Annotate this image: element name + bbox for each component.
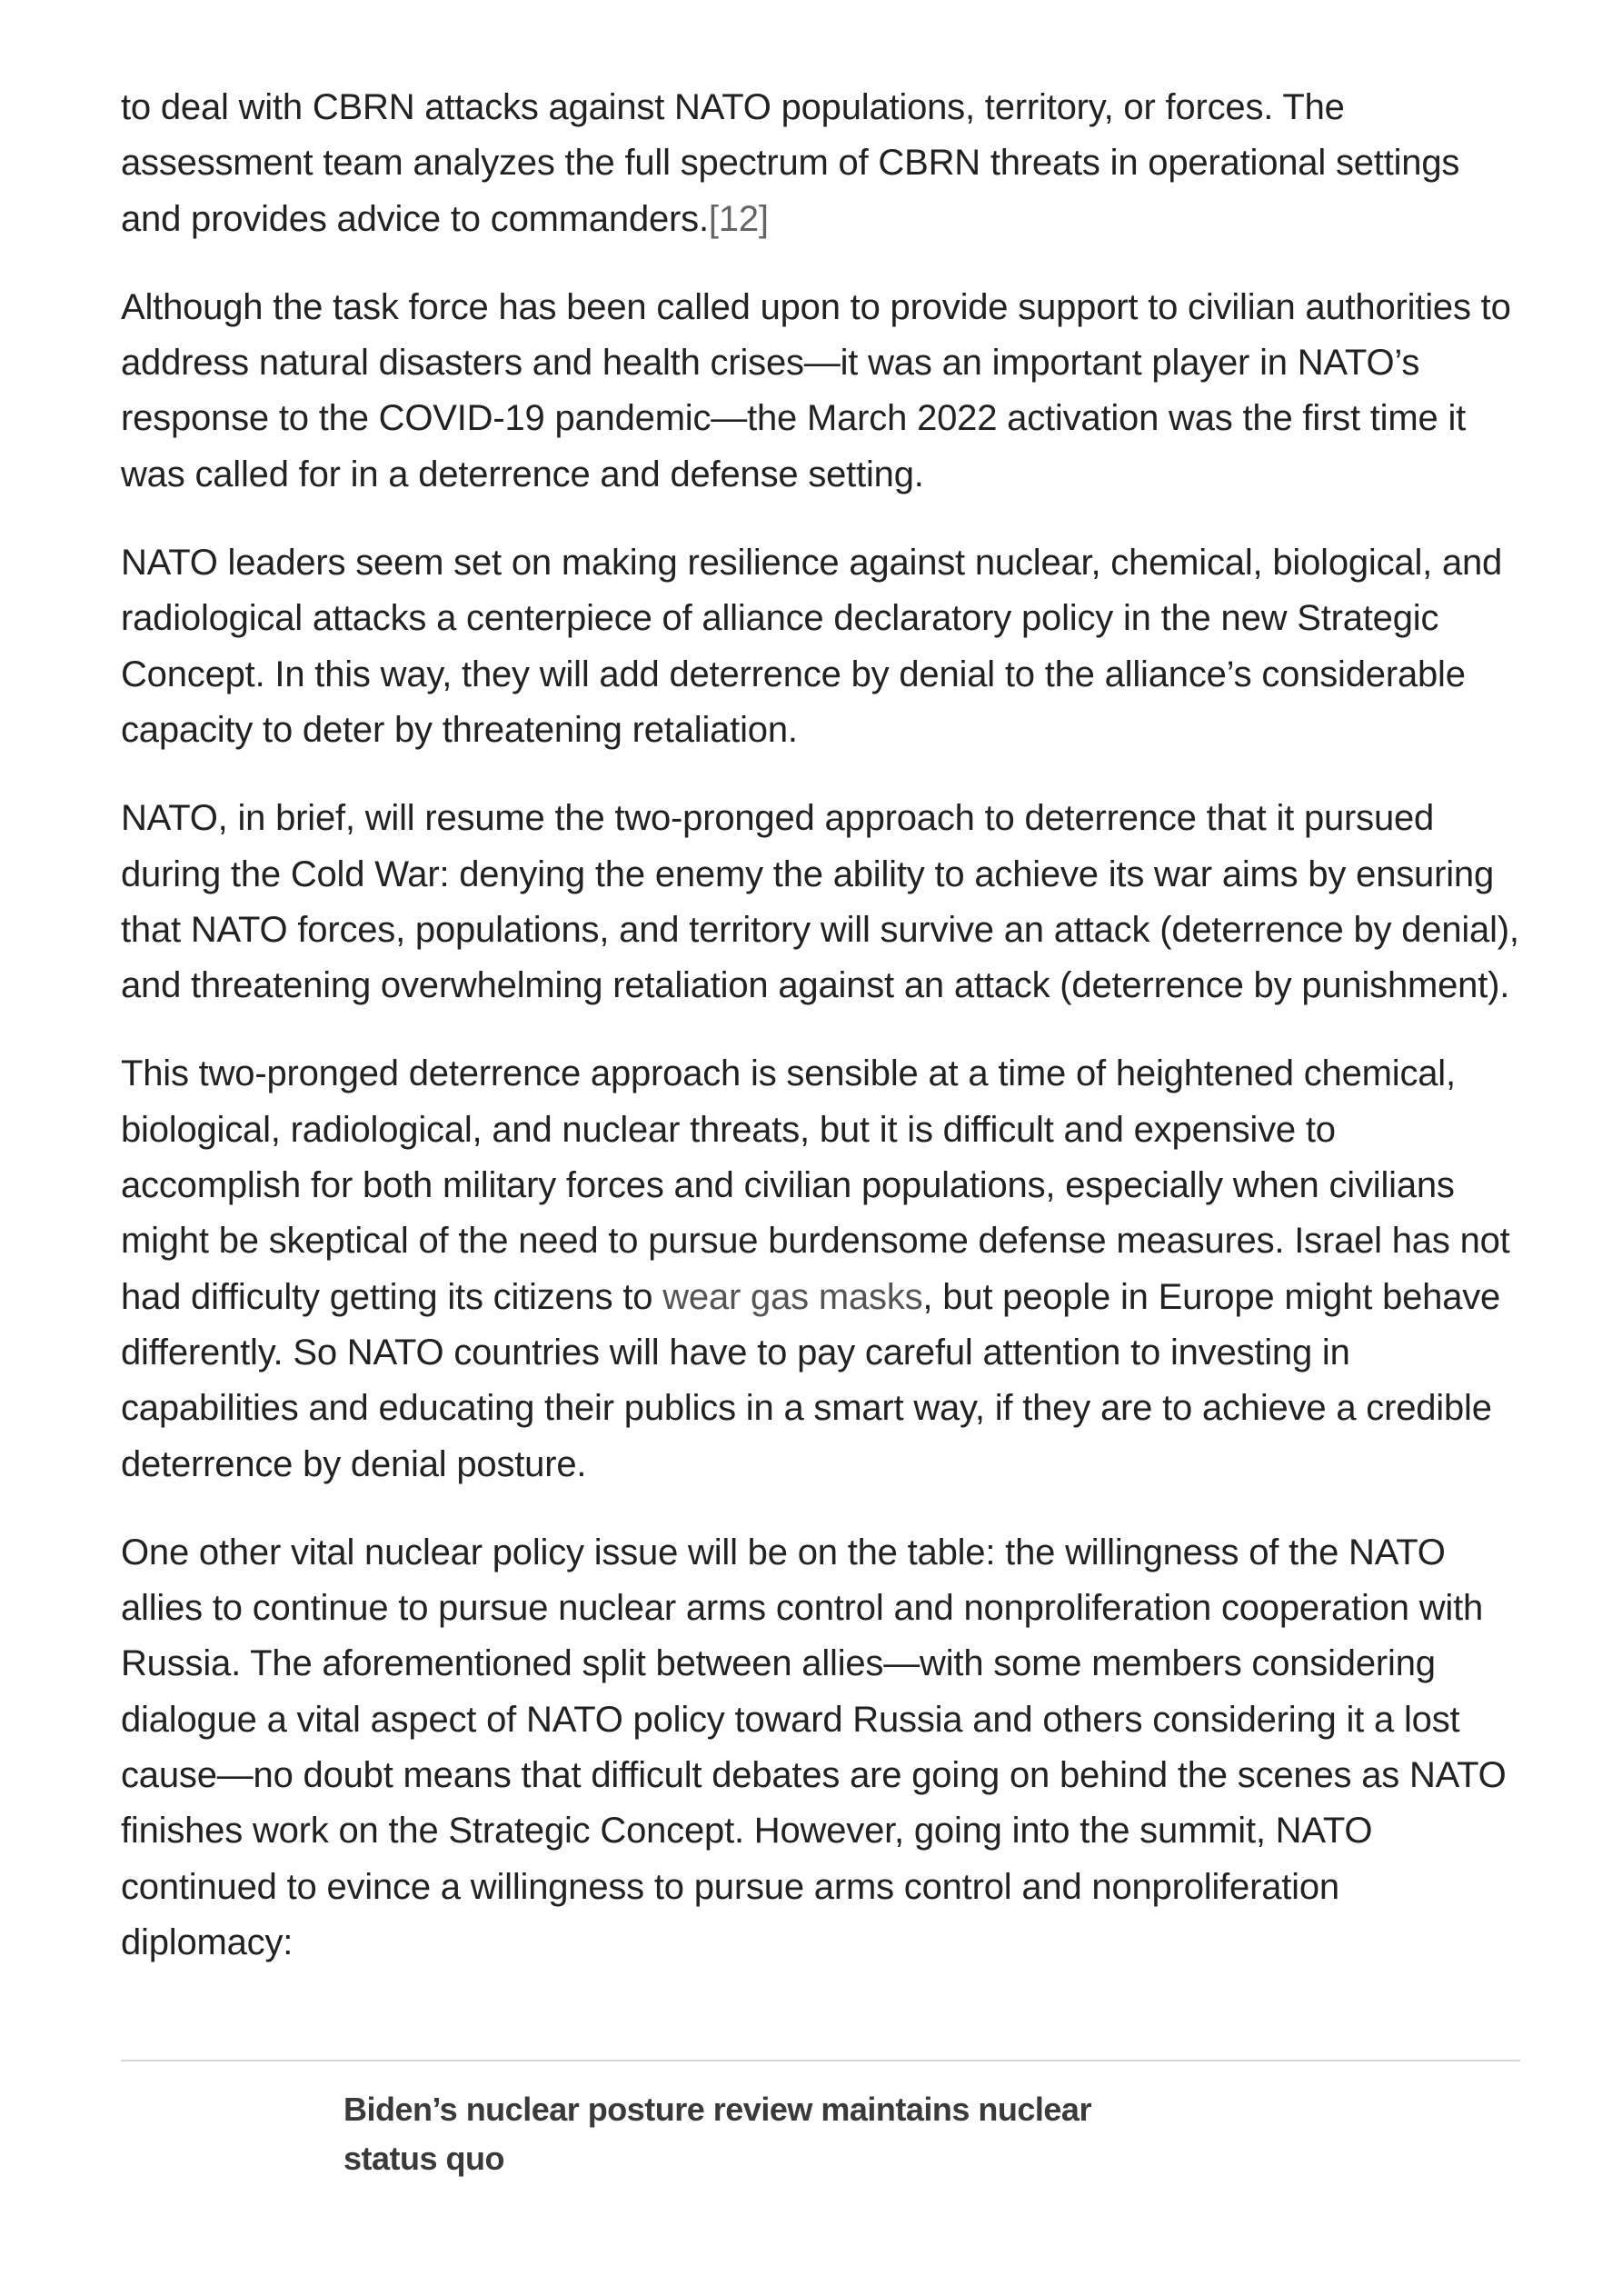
paragraph-text-after-link: , but people in Europe might behave differently. So NATO countries will have to pay careful attention to investing in capabilities and educating their publics in a smart way, if they are to achieve a credible deterrence by denial posture. bbox=[121, 1276, 1501, 1484]
paragraph-arms-control: One other vital nuclear policy issue will be on the table: the willingness of the NATO allies to continue to pursue nuclear arms control and nonproliferation cooperation with Russia. The aforementioned split between allies—with some members considering dialogue a vital aspect of NATO policy toward Russia and others considering it a lost cause—no doubt means that difficult debates are going on behind the scenes as NATO finishes work on the Strategic Concept. However, going into the summit, NATO continued to evince a willingness to pursue arms control and nonproliferation diplomacy: bbox=[121, 1532, 1507, 1962]
gas-masks-link[interactable]: wear gas masks bbox=[662, 1276, 923, 1317]
related-article-title[interactable]: Biden’s nuclear posture review maintains nuclear status quo bbox=[343, 2091, 1091, 2177]
paragraph-resilience: NATO leaders seem set on making resilience against nuclear, chemical, biological, and radiological attacks a centerpiece of alliance declaratory policy in the new Strategic Concept. In this way, they will add deterrence by denial to the alliance’s considerable capacity to deter by threatening retaliation. bbox=[121, 543, 1503, 750]
paragraph-deterrence-approach bbox=[121, 1046, 1520, 1492]
paragraph-text-before-link: This two-pronged deterrence approach is sensible at a time of heightened chemical, biological, radiological, and nuclear threats, but it is difficult and expensive to accomplish for both military forces and civilian populations, especially when civilians might be skeptical of the need to pursue burdensome defense measures. Israel has not had difficulty getting its citizens to bbox=[121, 1053, 1510, 1317]
paragraph-text: to deal with CBRN attacks against NATO populations, territory, or forces. The assessment team analyzes the full spectrum of CBRN threats in operational settings and provides advice to commanders. bbox=[121, 87, 1460, 239]
paragraph-cbrn-assessment bbox=[121, 80, 1520, 247]
paragraph-two-pronged: NATO, in brief, will resume the two-pronged approach to deterrence that it pursued during the Cold War: denying the enemy the ability to achieve its war aims by ensuring that NATO forces, populations, and territory will survive an attack (deterrence by denial), and threatening overwhelming retaliation against an attack (deterrence by punishment). bbox=[121, 798, 1519, 1006]
citation-link[interactable]: [12] bbox=[708, 198, 769, 239]
section-divider bbox=[121, 2060, 1520, 2061]
paragraph-task-force: Although the task force has been called upon to provide support to civilian authorities to address natural disasters and health crises—it was an important player in NATO’s response to the COVID-19 pandemic—the March 2022 activation was the first time it was called for in a deterrence and defense setting. bbox=[121, 286, 1511, 494]
article-body bbox=[121, 80, 1520, 2003]
